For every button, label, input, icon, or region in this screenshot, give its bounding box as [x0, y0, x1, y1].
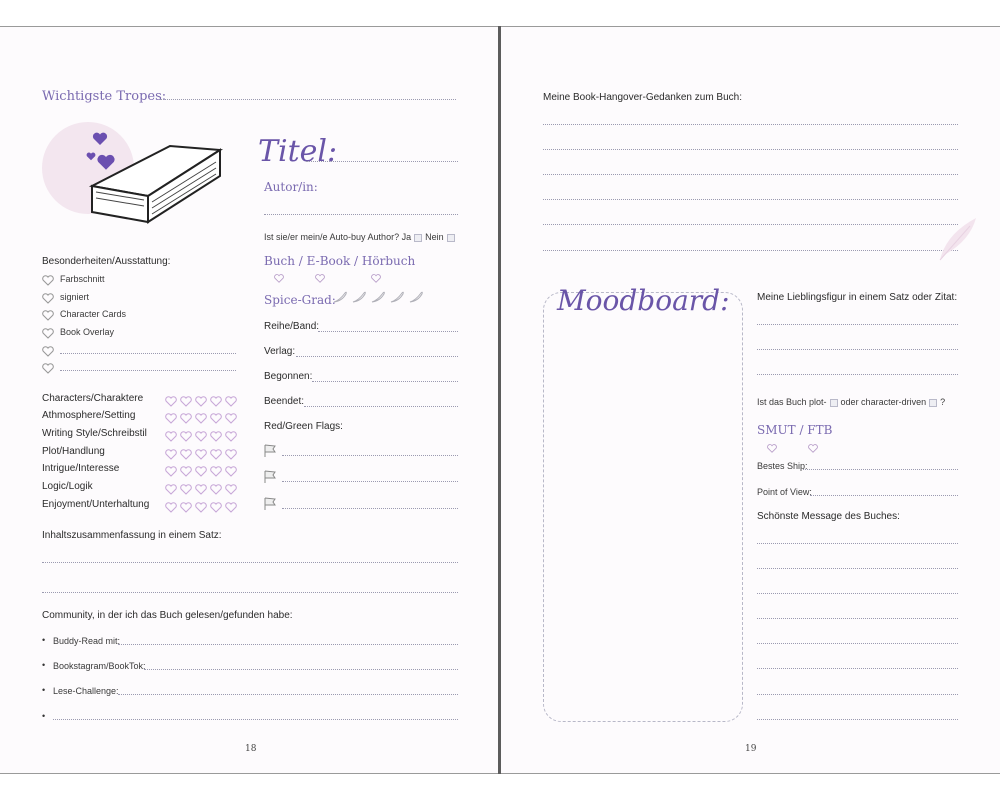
- beendet-line[interactable]: [304, 406, 458, 407]
- community-label: Community, in der ich das Buch gelesen/gefunden habe:: [42, 610, 293, 621]
- lieblingsfigur-line[interactable]: [757, 374, 958, 375]
- community-line[interactable]: [118, 644, 458, 645]
- heart-outline-icon[interactable]: [195, 394, 207, 412]
- flag-line[interactable]: [282, 508, 458, 509]
- community-item: Lese-Challenge:: [53, 686, 119, 696]
- pov-label: Point of View:: [757, 487, 812, 497]
- rating-label: Enjoyment/Unterhaltung: [42, 499, 150, 510]
- heart-outline-icon[interactable]: [42, 326, 54, 344]
- heart-outline-icon[interactable]: [165, 394, 177, 412]
- heart-outline-icon[interactable]: [210, 411, 222, 429]
- autobuy-row: [264, 232, 458, 242]
- hangover-line[interactable]: [543, 224, 958, 225]
- heart-outline-icon[interactable]: [180, 500, 192, 518]
- begonnen-line[interactable]: [312, 381, 458, 382]
- moodboard-area[interactable]: [543, 292, 743, 722]
- heart-outline-icon[interactable]: [180, 464, 192, 482]
- heart-outline-icon[interactable]: [180, 447, 192, 465]
- heart-outline-icon[interactable]: [225, 394, 237, 412]
- community-item: Bookstagram/BookTok:: [53, 661, 146, 671]
- book-illustration: [40, 122, 230, 247]
- bullet-icon: •: [42, 685, 46, 695]
- question-mark: ?: [940, 397, 946, 407]
- heart-icon: [96, 154, 116, 176]
- heart-outline-icon[interactable]: [195, 482, 207, 500]
- plot-text: Ist das Buch plot-: [757, 397, 827, 407]
- page-number-left: 18: [245, 744, 257, 754]
- summary-line[interactable]: [42, 562, 458, 563]
- message-label: Schönste Message des Buches:: [757, 511, 900, 522]
- autor-line[interactable]: [264, 214, 458, 215]
- reihe-line[interactable]: [318, 331, 458, 332]
- hangover-label: Meine Book-Hangover-Gedanken zum Buch:: [543, 92, 742, 103]
- rating-label: Plot/Handlung: [42, 446, 105, 457]
- heart-outline-icon[interactable]: [42, 291, 54, 309]
- heart-outline-icon[interactable]: [42, 344, 54, 362]
- rating-label: Logic/Logik: [42, 481, 93, 492]
- heart-outline-icon[interactable]: [225, 500, 237, 518]
- heart-icon: [86, 148, 96, 166]
- heart-outline-icon[interactable]: [210, 447, 222, 465]
- feather-icon: [936, 214, 980, 269]
- ship-line[interactable]: [803, 469, 958, 470]
- spice-label: Spice-Grad:: [264, 293, 336, 307]
- heart-outline-icon[interactable]: [315, 270, 325, 288]
- lieblingsfigur-line[interactable]: [757, 349, 958, 350]
- format-label: Buch / E-Book / Hörbuch: [264, 254, 416, 268]
- bullet-icon: •: [42, 711, 46, 721]
- spice-rating[interactable]: [332, 290, 424, 304]
- tropes-line[interactable]: [160, 99, 456, 100]
- heart-outline-icon[interactable]: [195, 447, 207, 465]
- autobuy-no-checkbox[interactable]: [447, 234, 455, 242]
- heart-outline-icon[interactable]: [165, 482, 177, 500]
- message-line[interactable]: [757, 643, 958, 644]
- heart-outline-icon[interactable]: [165, 411, 177, 429]
- heart-outline-icon[interactable]: [210, 500, 222, 518]
- heart-outline-icon[interactable]: [225, 464, 237, 482]
- besonderheit-item: signiert: [60, 292, 90, 302]
- flag-line[interactable]: [282, 481, 458, 482]
- heart-outline-icon[interactable]: [42, 361, 54, 379]
- chili-icon[interactable]: [389, 290, 405, 304]
- ship-label: Bestes Ship:: [757, 461, 808, 471]
- heart-outline-icon[interactable]: [165, 429, 177, 447]
- plot-driven-row: [757, 397, 945, 407]
- message-line[interactable]: [757, 668, 958, 669]
- lieblingsfigur-label: Meine Lieblingsfigur in einem Satz oder Zitat:: [757, 292, 958, 303]
- heart-outline-icon[interactable]: [180, 394, 192, 412]
- rating-label: Writing Style/Schreibstil: [42, 428, 147, 439]
- besonderheit-item: Farbschnitt: [60, 274, 105, 284]
- rating-hearts-row[interactable]: [165, 411, 237, 429]
- besonderheit-line[interactable]: [60, 353, 236, 354]
- flags-label: Red/Green Flags:: [264, 421, 343, 432]
- moodboard-label: Moodboard:: [557, 284, 730, 317]
- rating-hearts-row[interactable]: [165, 464, 237, 482]
- besonderheit-item: Book Overlay: [60, 327, 115, 337]
- bullet-icon: •: [42, 635, 46, 645]
- flag-icon: [264, 470, 276, 489]
- heart-outline-icon[interactable]: [210, 429, 222, 447]
- heart-outline-icon[interactable]: [42, 308, 54, 326]
- heart-outline-icon[interactable]: [165, 500, 177, 518]
- rating-hearts-row[interactable]: [165, 447, 237, 465]
- rating-label: Characters/Charaktere: [42, 393, 144, 404]
- rating-label: Intrigue/Interesse: [42, 463, 120, 474]
- chili-icon[interactable]: [332, 290, 348, 304]
- heart-outline-icon[interactable]: [767, 440, 777, 458]
- heart-outline-icon[interactable]: [180, 411, 192, 429]
- summary-line[interactable]: [42, 592, 458, 593]
- autobuy-question: Ist sie/er mein/e Auto-buy Author? Ja: [264, 232, 412, 242]
- autobuy-no-label: Nein: [425, 232, 444, 242]
- autobuy-yes-checkbox[interactable]: [414, 234, 422, 242]
- heart-outline-icon[interactable]: [210, 394, 222, 412]
- heart-outline-icon[interactable]: [210, 482, 222, 500]
- heart-outline-icon[interactable]: [225, 429, 237, 447]
- rating-label: Athmosphere/Setting: [42, 410, 136, 421]
- heart-outline-icon[interactable]: [165, 464, 177, 482]
- message-line[interactable]: [757, 618, 958, 619]
- book-spine: [498, 26, 501, 774]
- heart-outline-icon[interactable]: [165, 447, 177, 465]
- heart-outline-icon[interactable]: [210, 464, 222, 482]
- heart-outline-icon[interactable]: [371, 270, 381, 288]
- rating-hearts-row[interactable]: [165, 500, 237, 518]
- heart-outline-icon[interactable]: [195, 411, 207, 429]
- besonderheit-item: Character Cards: [60, 309, 127, 319]
- rating-hearts-row[interactable]: [165, 482, 237, 500]
- character-checkbox[interactable]: [929, 399, 937, 407]
- community-item: Buddy-Read mit:: [53, 636, 121, 646]
- hangover-line[interactable]: [543, 149, 958, 150]
- hangover-line[interactable]: [543, 174, 958, 175]
- chili-icon[interactable]: [408, 290, 424, 304]
- heart-outline-icon[interactable]: [225, 447, 237, 465]
- flag-icon: [264, 497, 276, 516]
- summary-label: Inhaltszusammenfassung in einem Satz:: [42, 530, 222, 541]
- heart-outline-icon[interactable]: [195, 500, 207, 518]
- pov-line[interactable]: [810, 495, 958, 496]
- beendet-label: Beendet:: [264, 396, 305, 407]
- besonderheit-line[interactable]: [60, 370, 236, 371]
- hangover-line[interactable]: [543, 124, 958, 125]
- heart-outline-icon[interactable]: [274, 270, 284, 288]
- flag-line[interactable]: [282, 455, 458, 456]
- message-line[interactable]: [757, 543, 958, 544]
- titel-label: Titel:: [258, 134, 338, 169]
- chili-icon[interactable]: [370, 290, 386, 304]
- lieblingsfigur-line[interactable]: [757, 324, 958, 325]
- message-line[interactable]: [757, 694, 958, 695]
- besonderheiten-label: Besonderheiten/Ausstattung:: [42, 256, 171, 267]
- heart-outline-icon[interactable]: [808, 440, 818, 458]
- reihe-label: Reihe/Band:: [264, 321, 320, 332]
- flag-icon: [264, 444, 276, 463]
- autor-label: Autor/in:: [264, 180, 318, 194]
- titel-line[interactable]: [306, 161, 458, 162]
- heart-outline-icon[interactable]: [195, 429, 207, 447]
- heart-outline-icon[interactable]: [195, 464, 207, 482]
- community-line[interactable]: [144, 669, 458, 670]
- page-number-right: 19: [745, 744, 757, 754]
- community-line[interactable]: [53, 719, 458, 720]
- heart-outline-icon[interactable]: [42, 273, 54, 291]
- heart-outline-icon[interactable]: [225, 411, 237, 429]
- message-line[interactable]: [757, 568, 958, 569]
- verlag-line[interactable]: [296, 356, 458, 357]
- begonnen-label: Begonnen:: [264, 371, 313, 382]
- character-text: oder character-driven: [840, 397, 927, 407]
- plot-checkbox[interactable]: [830, 399, 838, 407]
- message-line[interactable]: [757, 593, 958, 594]
- heart-outline-icon[interactable]: [225, 482, 237, 500]
- rating-hearts-row[interactable]: [165, 394, 237, 412]
- hangover-line[interactable]: [543, 199, 958, 200]
- smut-label: SMUT / FTB: [757, 423, 833, 437]
- heart-outline-icon[interactable]: [180, 429, 192, 447]
- chili-icon[interactable]: [351, 290, 367, 304]
- bullet-icon: •: [42, 660, 46, 670]
- verlag-label: Verlag:: [264, 346, 296, 357]
- rating-hearts-row[interactable]: [165, 429, 237, 447]
- heart-outline-icon[interactable]: [180, 482, 192, 500]
- community-line[interactable]: [118, 694, 458, 695]
- message-line[interactable]: [757, 719, 958, 720]
- tropes-label: Wichtigste Tropes:: [42, 89, 167, 104]
- hangover-line[interactable]: [543, 250, 958, 251]
